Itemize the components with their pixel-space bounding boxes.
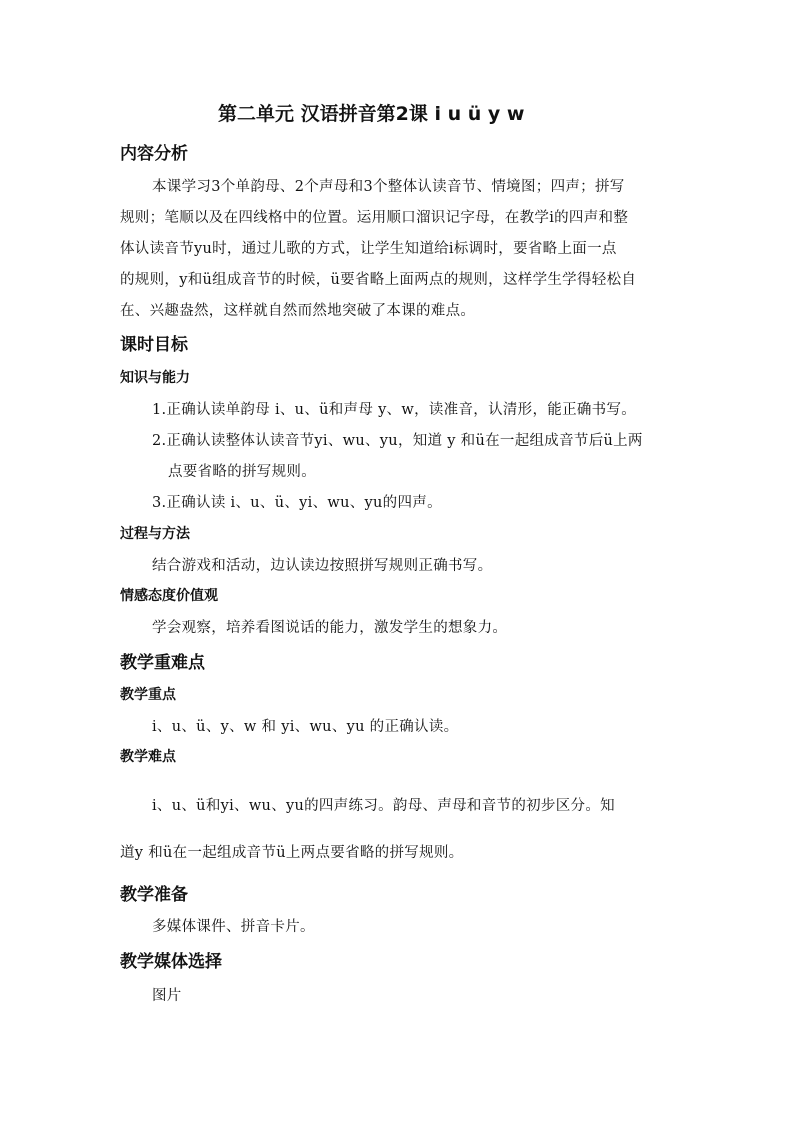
paragraph-line: 规则；笔顺以及在四线格中的位置。运用顺口溜识记字母，在教学i的四声和整 [120,210,629,226]
paragraph-line: 学会观察，培养看图说话的能力，激发学生的想象力。 [152,620,508,636]
paragraph-line: 道y 和ü在一起组成音节ü上两点要省略的拼写规则。 [120,845,464,861]
section-heading-content-analysis: 内容分析 [120,144,188,164]
paragraph-line: 本课学习3个单韵母、2个声母和3个整体认读音节、情境图；四声；拼写 [152,179,625,195]
section-heading-preparation: 教学准备 [120,885,188,905]
paragraph-line: 结合游戏和活动，边认读边按照拼写规则正确书写。 [152,558,493,574]
paragraph-line: 多媒体课件、拼音卡片。 [152,919,315,935]
subheading-focus: 教学重点 [120,687,176,703]
subheading-knowledge: 知识与能力 [120,370,190,386]
paragraph-line: i、u、ü、y、w 和 yi、wu、yu 的正确认读。 [152,719,459,735]
subheading-attitude: 情感态度价值观 [120,588,218,604]
paragraph-line: 体认读音节yu时，通过儿歌的方式，让学生知道给i标调时，要省略上面一点 [120,241,617,257]
paragraph-line: i、u、ü和yi、wu、yu的四声练习。韵母、声母和音节的初步区分。知 [152,798,615,814]
section-heading-media: 教学媒体选择 [120,952,222,972]
list-item-continuation: 点要省略的拼写规则。 [168,464,316,480]
section-heading-key-points: 教学重难点 [120,653,205,673]
list-item: 1.正确认读单韵母 i、u、ü和声母 y、w，读准音，认清形，能正确书写。 [152,402,637,418]
document-title: 第二单元 汉语拼音第2课 i u ü y w [218,103,525,125]
subheading-difficulty: 教学难点 [120,749,176,765]
paragraph-line: 在、兴趣盎然，这样就自然而然地突破了本课的难点。 [120,303,476,319]
subheading-process: 过程与方法 [120,526,190,542]
list-item: 3.正确认读 i、u、ü、yi、wu、yu的四声。 [152,495,442,511]
paragraph-line: 的规则，y和ü组成音节的时候，ü要省略上面两点的规则，这样学生学得轻松自 [120,272,637,288]
paragraph-line: 图片 [152,988,182,1004]
section-heading-objectives: 课时目标 [120,335,188,355]
list-item: 2.正确认读整体认读音节yi、wu、yu，知道 y 和ü在一起组成音节后ü上两 [152,433,643,449]
